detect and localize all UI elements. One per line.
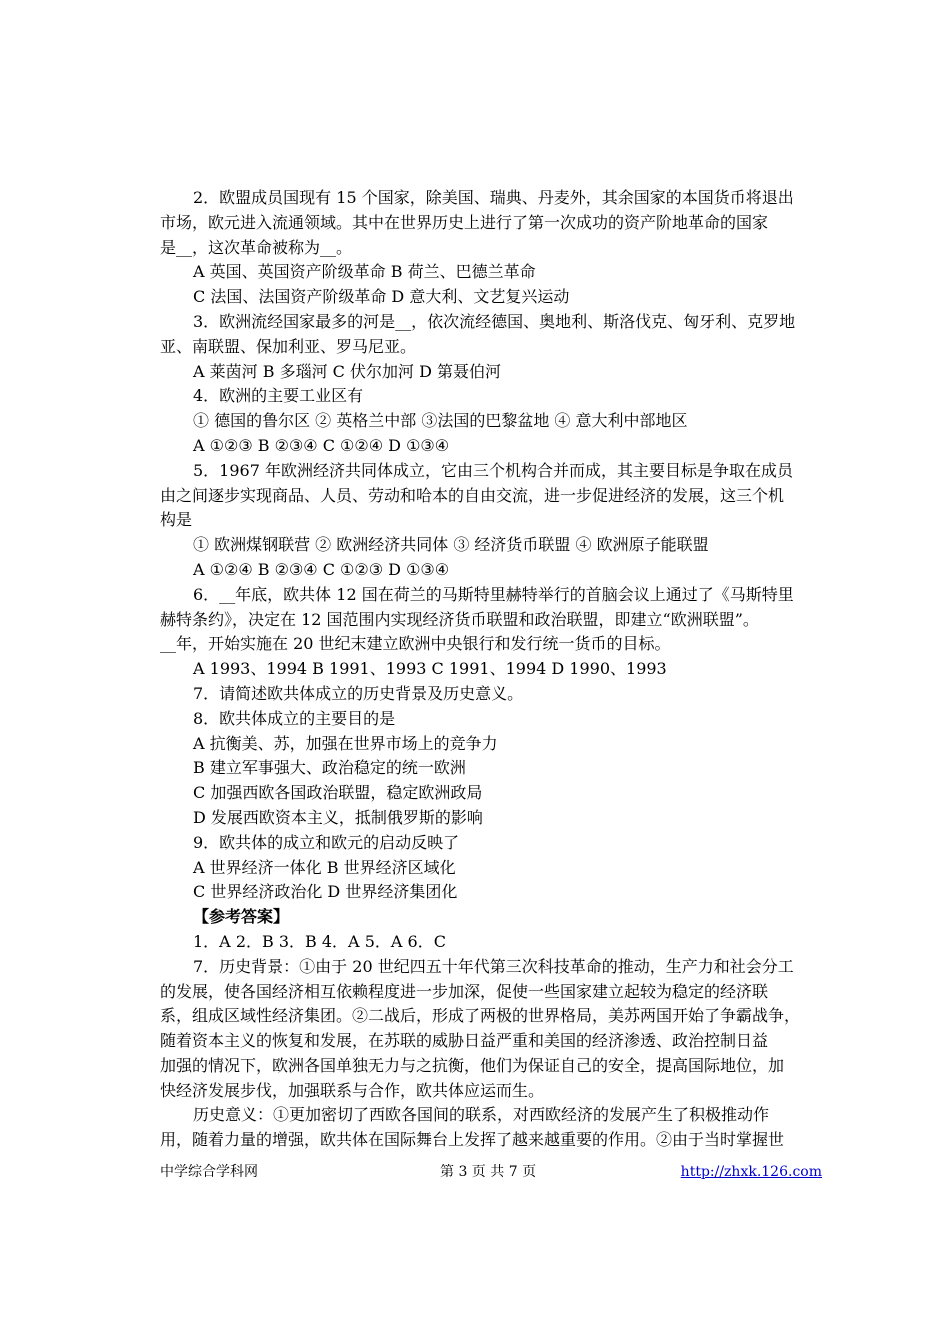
text-line: 用，随着力量的增强，欧共体在国际舞台上发挥了越来越重要的作用。②由于当时掌握世 xyxy=(160,1130,785,1150)
text-line: 6．__年底，欧共体 12 国在荷兰的马斯特里赫特举行的首脑会议上通过了《马斯特里 xyxy=(193,584,794,604)
text-line: 系，组成区域性经济集团。②二战后，形成了两极的世界格局，美苏两国开始了争霸战争， xyxy=(160,1006,801,1026)
text-line: 7．历史背景：①由于 20 世纪四五十年代第三次科技革命的推动，生产力和社会分工 xyxy=(193,956,794,976)
text-line: 9．欧共体的成立和欧元的启动反映了 xyxy=(193,832,460,852)
text-line: C 世界经济政治化 D 世界经济集团化 xyxy=(193,882,458,902)
text-line: 8．欧共体成立的主要目的是 xyxy=(193,708,396,728)
text-line: A 莱茵河 B 多瑙河 C 伏尔加河 D 第聂伯河 xyxy=(193,361,501,381)
text-line: 历史意义：①更加密切了西欧各国间的联系，对西欧经济的发展产生了积极推动作 xyxy=(193,1105,770,1125)
text-line: 的发展，使各国经济相互依赖程度进一步加深，促使一些国家建立起较为稳定的经济联 xyxy=(160,981,769,1001)
text-line: ① 德国的鲁尔区 ② 英格兰中部 ③法国的巴黎盆地 ④ 意大利中部地区 xyxy=(193,411,688,431)
text-line: 7．请简述欧共体成立的历史背景及历史意义。 xyxy=(193,683,524,703)
text-line: A 1993、1994 B 1991、1993 C 1991、1994 D 1990、1993 xyxy=(193,659,667,679)
text-line: A 英国、英国资产阶级革命 B 荷兰、巴德兰革命 xyxy=(193,262,536,282)
text-line: A 抗衡美、苏，加强在世界市场上的竞争力 xyxy=(193,733,498,753)
text-line: 加强的情况下，欧洲各国单独无力与之抗衡，他们为保证自己的安全，提高国际地位，加 xyxy=(160,1055,785,1075)
text-line: 是__，这次革命被称为__。 xyxy=(160,237,353,257)
text-line: 随着资本主义的恢复和发展，在苏联的威胁日益严重和美国的经济渗透、政治控制日益 xyxy=(160,1031,769,1051)
text-line: 构是 xyxy=(160,510,193,530)
text-line: 赫特条约》，决定在 12 国范围内实现经济货币联盟和政治联盟，即建立“欧洲联盟”。 xyxy=(160,609,759,629)
text-line: A 世界经济一体化 B 世界经济区域化 xyxy=(193,857,456,877)
text-line: 由之间逐步实现商品、人员、劳动和哈本的自由交流，进一步促进经济的发展，这三个机 xyxy=(160,485,785,505)
text-line: D 发展西欧资本主义，抵制俄罗斯的影响 xyxy=(193,807,483,827)
text-line: 5．1967 年欧洲经济共同体成立，它由三个机构合并而成，其主要目标是争取在成员 xyxy=(193,460,793,480)
text-line: __年，开始实施在 20 世纪末建立欧洲中央银行和发行统一货币的目标。 xyxy=(160,634,671,654)
text-line: A ①②③ B ②③④ C ①②④ D ①③④ xyxy=(193,435,450,455)
text-line: ① 欧洲煤钢联营 ② 欧洲经济共同体 ③ 经济货币联盟 ④ 欧洲原子能联盟 xyxy=(193,535,709,555)
text-line: 快经济发展步伐，加强联系与合作，欧共体应运而生。 xyxy=(160,1080,545,1100)
text-line: 3．欧洲流经国家最多的河是__，依次流经德国、奥地利、斯洛伐克、匈牙利、克罗地 xyxy=(193,311,796,331)
text-line: 2．欧盟成员国现有 15 个国家，除美国、瑞典、丹麦外，其余国家的本国货币将退出 xyxy=(193,188,794,207)
footer-url-link[interactable]: http://zhxk.126.com xyxy=(680,1164,822,1180)
text-line: 1．A 2．B 3．B 4．A 5．A 6．C xyxy=(193,931,446,951)
text-line: 4．欧洲的主要工业区有 xyxy=(193,386,364,406)
text-line: C 法国、法国资产阶级革命 D 意大利、文艺复兴运动 xyxy=(193,287,570,307)
text-line: 市场，欧元进入流通领域。其中在世界历史上进行了第一次成功的资产阶地革命的国家 xyxy=(160,212,769,232)
footer-page-number: 第 3 页 共 7 页 xyxy=(440,1164,537,1180)
document-body xyxy=(160,186,800,1153)
text-line: 【参考答案】 xyxy=(193,907,290,927)
page-footer xyxy=(160,1162,822,1182)
text-line: A ①②④ B ②③④ C ①②③ D ①③④ xyxy=(193,559,450,579)
text-line: B 建立军事强大、政治稳定的统一欧洲 xyxy=(193,758,466,778)
text-line: 亚、南联盟、保加利亚、罗马尼亚。 xyxy=(160,336,417,356)
footer-site-name: 中学综合学科网 xyxy=(160,1164,258,1180)
text-line: C 加强西欧各国政治联盟，稳定欧洲政局 xyxy=(193,783,483,803)
